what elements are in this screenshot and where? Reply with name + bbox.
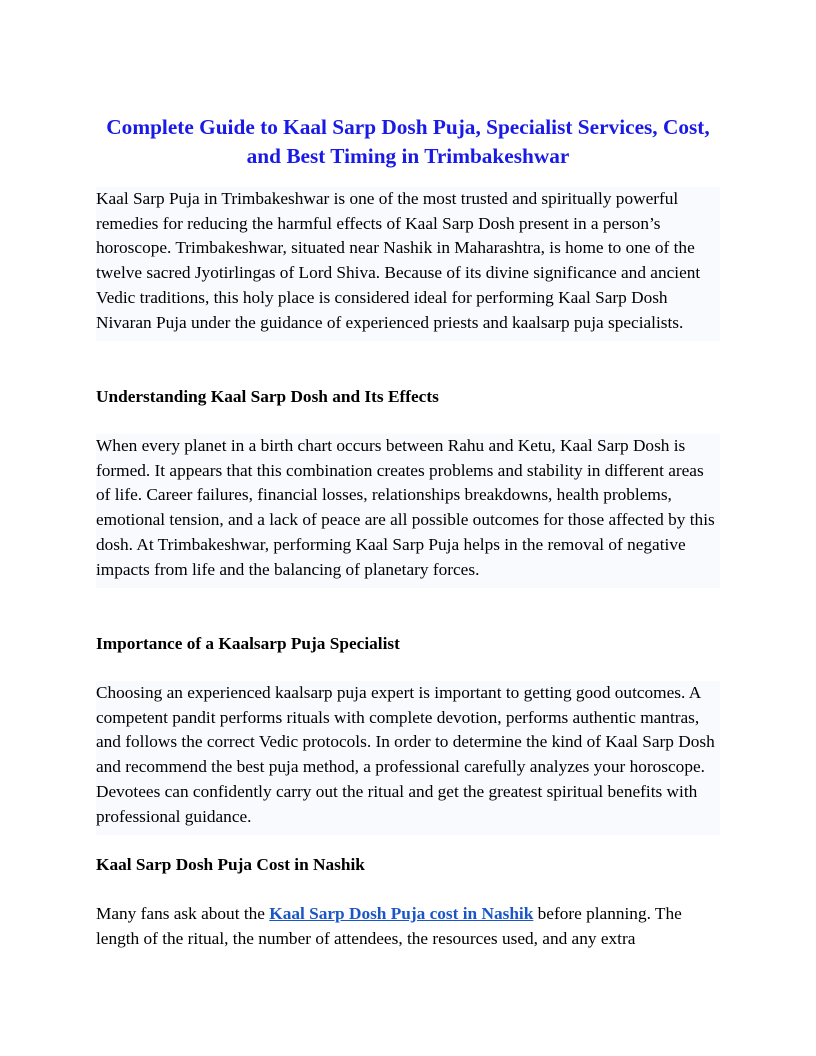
kaal-sarp-cost-link[interactable]: Kaal Sarp Dosh Puja cost in Nashik (269, 904, 534, 923)
section-body-understanding: When every planet in a birth chart occurs between Rahu and Ketu, Kaal Sarp Dosh is formed. It appears that this combination creates problems and stability in different areas of life. Career failures, financial losses, relationships breakdowns, health problems, emotional tension, and a lack of peace are all possible outcomes for those affected by this dosh. At Trimbakeshwar, performing Kaal Sarp Puja helps in the removal of negative impacts from life and the balancing of planetary forces. (96, 434, 720, 588)
document-title: Complete Guide to Kaal Sarp Dosh Puja, Specialist Services, Cost, and Best Timing in Trimbakeshwar (106, 115, 710, 168)
section-heading-cost: Kaal Sarp Dosh Puja Cost in Nashik (96, 855, 365, 874)
intro-paragraph: Kaal Sarp Puja in Trimbakeshwar is one of the most trusted and spiritually powerful remedies for reducing the harmful effects of Kaal Sarp Dosh present in a person’s horoscope. Trimbakeshwar, situated near Nashik in Maharashtra, is home to one of the twelve sacred Jyotirlingas of Lord Shiva. Because of its divine significance and ancient Vedic traditions, this holy place is considered ideal for performing Kaal Sarp Dosh Nivaran Puja under the guidance of experienced priests and kaalsarp puja specialists. (96, 187, 720, 341)
section-heading-specialist: Importance of a Kaalsarp Puja Specialist (96, 634, 400, 653)
section-body-cost (96, 902, 720, 957)
section-heading-understanding: Understanding Kaal Sarp Dosh and Its Effects (96, 387, 439, 406)
section-body-specialist: Choosing an experienced kaalsarp puja expert is important to getting good outcomes. A competent pandit performs rituals with complete devotion, performs authentic mantras, and follows the correct Vedic protocols. In order to determine the kind of Kaal Sarp Dosh and recommend the best puja method, a professional carefully analyzes your horoscope. Devotees can confidently carry out the ritual and get the greatest spiritual benefits with professional guidance. (96, 681, 720, 835)
cost-body-rest: before planning. The length of the ritual, the number of attendees, the resources used, and any extra (96, 904, 682, 948)
cost-body-intro: Many fans ask about the (96, 904, 270, 923)
